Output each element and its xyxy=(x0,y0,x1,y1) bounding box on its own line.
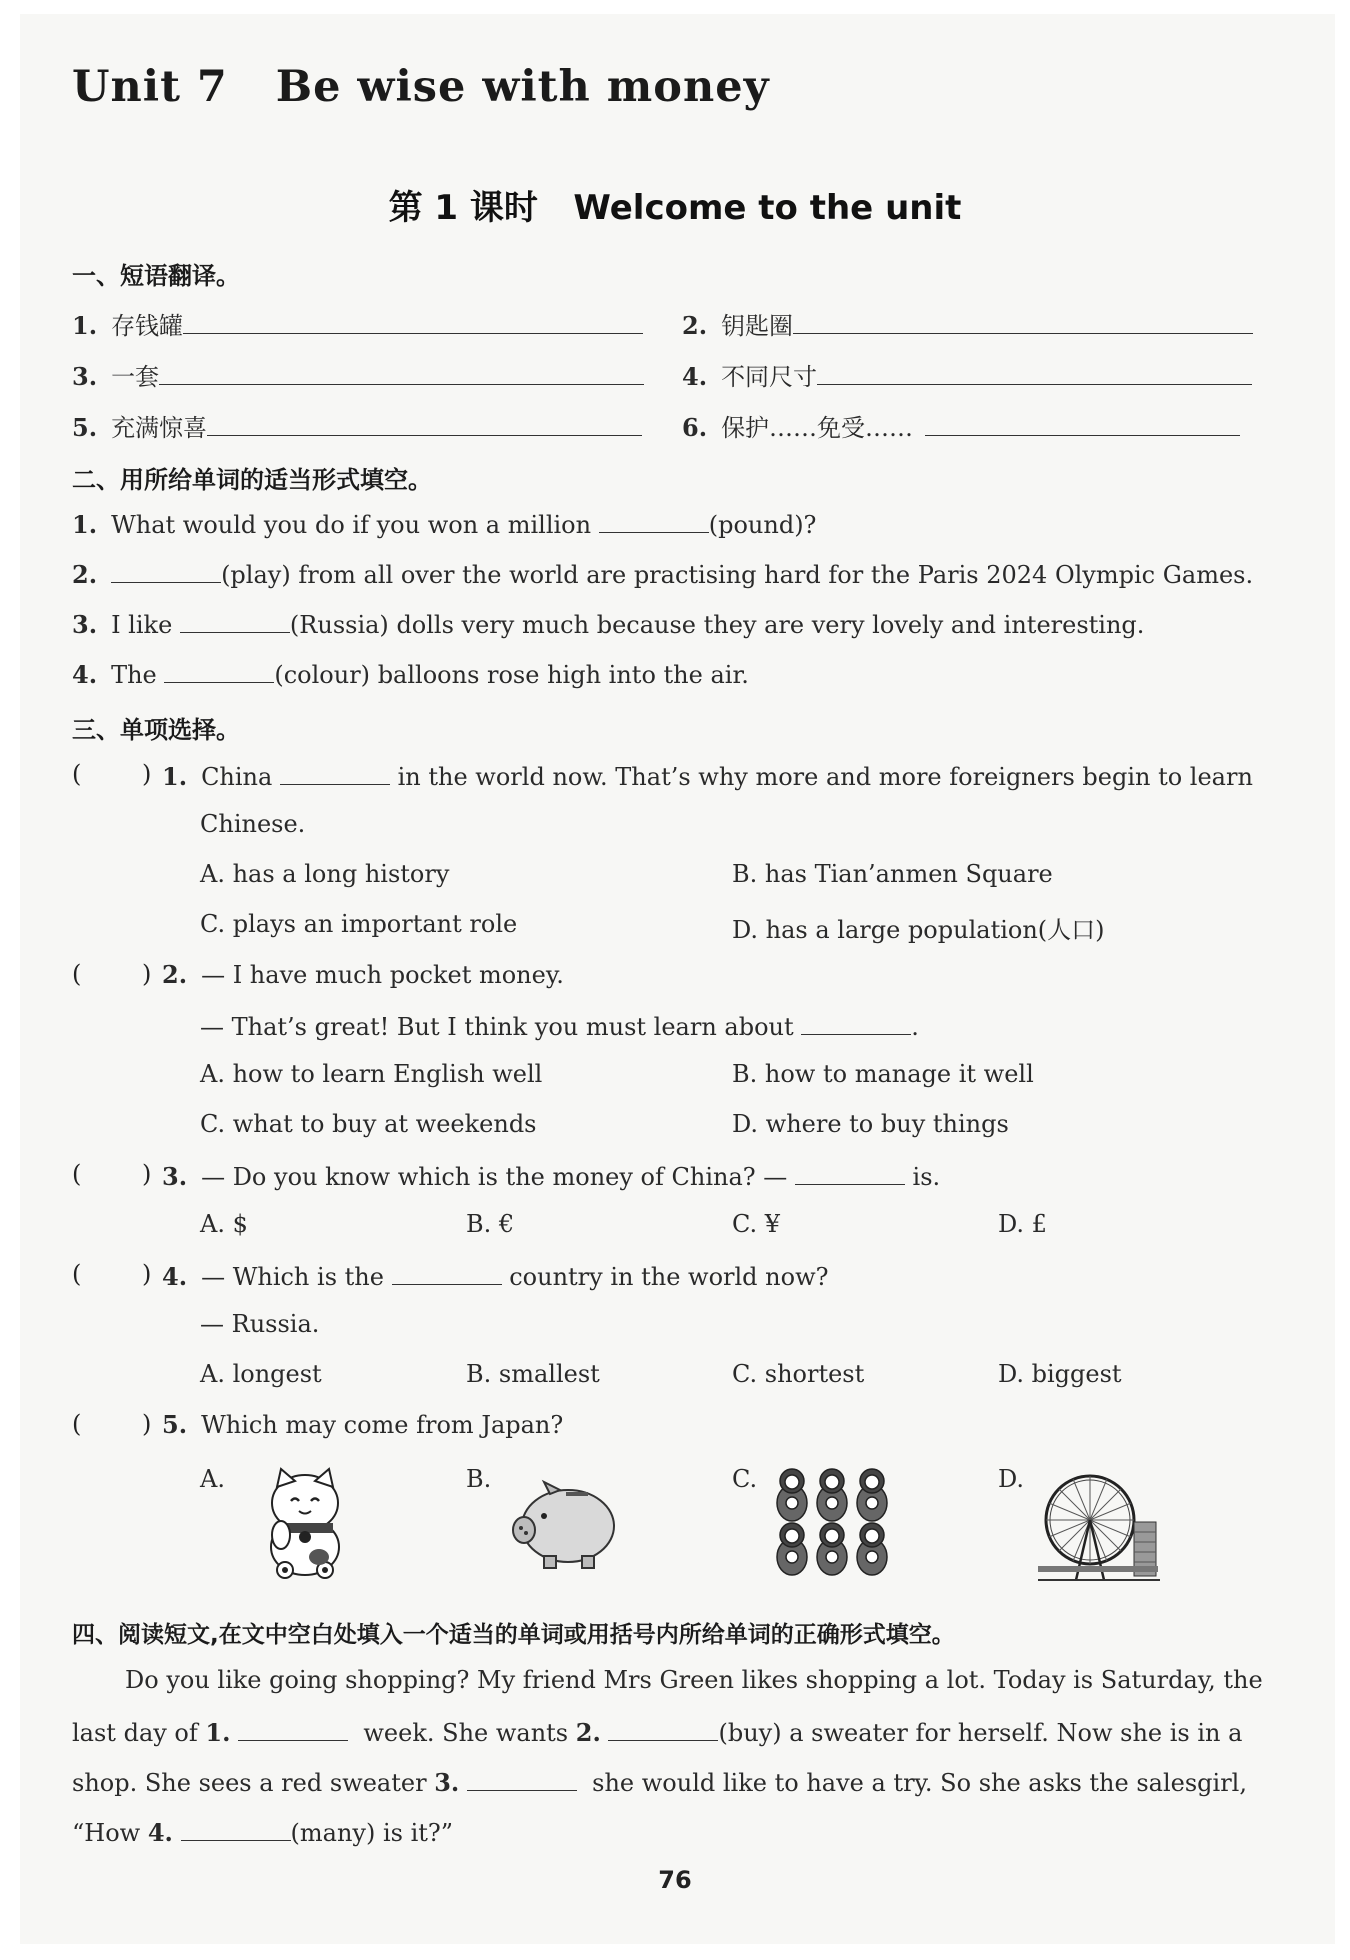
option-d[interactable]: D. xyxy=(998,1465,1025,1493)
option-a[interactable]: A. how to learn English well xyxy=(200,1060,543,1088)
phrase-item-4: 4. 不同尺寸 xyxy=(682,357,1252,392)
phrase-item-3: 3. 一套 xyxy=(72,357,644,392)
option-b[interactable]: B. has Tian’anmen Square xyxy=(732,860,1053,888)
fill-item-2: 2. (play) from all over the world are practising hard for the Paris 2024 Olympic Games. xyxy=(72,560,1254,589)
fill-item-1: 1. What would you do if you won a million (pound)? xyxy=(72,510,817,539)
answer-blank[interactable] xyxy=(599,508,709,533)
answer-paren-close: ) xyxy=(142,960,152,988)
lucky-cat-image[interactable] xyxy=(255,1465,355,1580)
option-c[interactable]: C. ¥ xyxy=(732,1210,781,1238)
section2-heading: 二、用所给单词的适当形式填空。 xyxy=(72,466,432,494)
fill-item-3: 3. I like (Russia) dolls very much because they are very lovely and interesting. xyxy=(72,610,1145,639)
answer-blank[interactable] xyxy=(159,360,644,385)
option-c[interactable]: C. what to buy at weekends xyxy=(200,1110,537,1138)
passage-line-2: last day of 1. week. She wants 2. (buy) a sweater for herself. Now she is in a xyxy=(72,1718,1243,1747)
passage-line-4: “How 4. (many) is it?” xyxy=(72,1818,454,1847)
answer-blank[interactable] xyxy=(280,760,390,785)
phrase-item-2: 2. 钥匙圈 xyxy=(682,306,1253,341)
mc-question-5: 5. Which may come from Japan? xyxy=(162,1410,564,1439)
answer-paren-open: ( xyxy=(72,1410,82,1438)
section4-heading: 四、阅读短文,在文中空白处填入一个适当的单词或用括号内所给单词的正确形式填空。 xyxy=(72,1622,955,1648)
option-a[interactable]: A. xyxy=(200,1465,225,1493)
option-b[interactable]: B. € xyxy=(466,1210,515,1238)
option-a[interactable]: A. has a long history xyxy=(200,860,450,888)
mc-question-2-reply: — That’s great! But I think you must learn about . xyxy=(200,1010,919,1041)
option-d[interactable]: D. £ xyxy=(998,1210,1047,1238)
option-d[interactable]: D. where to buy things xyxy=(732,1110,1009,1138)
option-a[interactable]: A. longest xyxy=(200,1360,322,1388)
passage-line-3: shop. She sees a red sweater 3. she would like to have a try. So she asks the salesgirl, xyxy=(72,1768,1247,1797)
passage-blank-3[interactable] xyxy=(467,1766,577,1791)
mc-question-2: 2. — I have much pocket money. xyxy=(162,960,564,989)
page-number: 76 xyxy=(658,1866,692,1894)
answer-paren-open: ( xyxy=(72,760,82,788)
passage-blank-4[interactable] xyxy=(181,1816,291,1841)
passage-blank-2[interactable] xyxy=(608,1716,718,1741)
phrase-item-6: 6. 保护……免受…… xyxy=(682,408,1240,443)
mc-question-4: 4. — Which is the country in the world now? xyxy=(162,1262,829,1291)
option-b[interactable]: B. smallest xyxy=(466,1360,600,1388)
mc-question-4-reply: — Russia. xyxy=(200,1310,320,1338)
option-a[interactable]: A. $ xyxy=(200,1210,248,1238)
unit-title: Unit 7 Be wise with money xyxy=(72,62,770,112)
lesson-title: 第 1 课时 Welcome to the unit xyxy=(388,188,962,228)
answer-blank[interactable] xyxy=(183,309,643,334)
answer-paren-open: ( xyxy=(72,1160,82,1188)
mc-question-1-cont: Chinese. xyxy=(200,810,306,838)
answer-blank[interactable] xyxy=(817,360,1252,385)
section1-heading: 一、短语翻译。 xyxy=(72,262,240,290)
option-c[interactable]: C. plays an important role xyxy=(200,910,518,938)
phrase-item-5: 5. 充满惊喜 xyxy=(72,408,642,443)
option-b[interactable]: B. how to manage it well xyxy=(732,1060,1034,1088)
passage-blank-1[interactable] xyxy=(238,1716,348,1741)
option-c[interactable]: C. shortest xyxy=(732,1360,865,1388)
answer-blank[interactable] xyxy=(207,411,642,436)
option-c[interactable]: C. xyxy=(732,1465,758,1493)
answer-paren-close: ) xyxy=(142,760,152,788)
fill-item-4: 4. The (colour) balloons rose high into the air. xyxy=(72,660,749,689)
option-d[interactable]: D. biggest xyxy=(998,1360,1122,1388)
option-b[interactable]: B. xyxy=(466,1465,492,1493)
piggy-bank-image[interactable] xyxy=(510,1478,620,1570)
passage-line-1: Do you like going shopping? My friend Mrs Green likes shopping a lot. Today is Saturday, the xyxy=(125,1666,1263,1694)
phrase-item-1: 1. 存钱罐 xyxy=(72,306,643,341)
answer-paren-open: ( xyxy=(72,1260,82,1288)
answer-blank[interactable] xyxy=(111,558,221,583)
option-d[interactable]: D. has a large population(人口) xyxy=(732,916,1105,944)
section3-heading: 三、单项选择。 xyxy=(72,716,240,744)
answer-blank[interactable] xyxy=(793,309,1253,334)
answer-paren-open: ( xyxy=(72,960,82,988)
answer-blank[interactable] xyxy=(164,658,274,683)
ferris-wheel-image[interactable] xyxy=(1038,1462,1163,1587)
answer-blank[interactable] xyxy=(801,1010,911,1035)
mc-question-3: 3. — Do you know which is the money of China? — is. xyxy=(162,1162,941,1191)
russian-dolls-image[interactable] xyxy=(772,1465,892,1580)
answer-blank[interactable] xyxy=(795,1160,905,1185)
answer-paren-close: ) xyxy=(142,1410,152,1438)
answer-blank[interactable] xyxy=(180,608,290,633)
answer-blank[interactable] xyxy=(925,411,1240,436)
mc-question-1: 1. China in the world now. That’s why more and more foreigners begin to learn xyxy=(162,762,1253,791)
answer-blank[interactable] xyxy=(392,1260,502,1285)
answer-paren-close: ) xyxy=(142,1160,152,1188)
answer-paren-close: ) xyxy=(142,1260,152,1288)
